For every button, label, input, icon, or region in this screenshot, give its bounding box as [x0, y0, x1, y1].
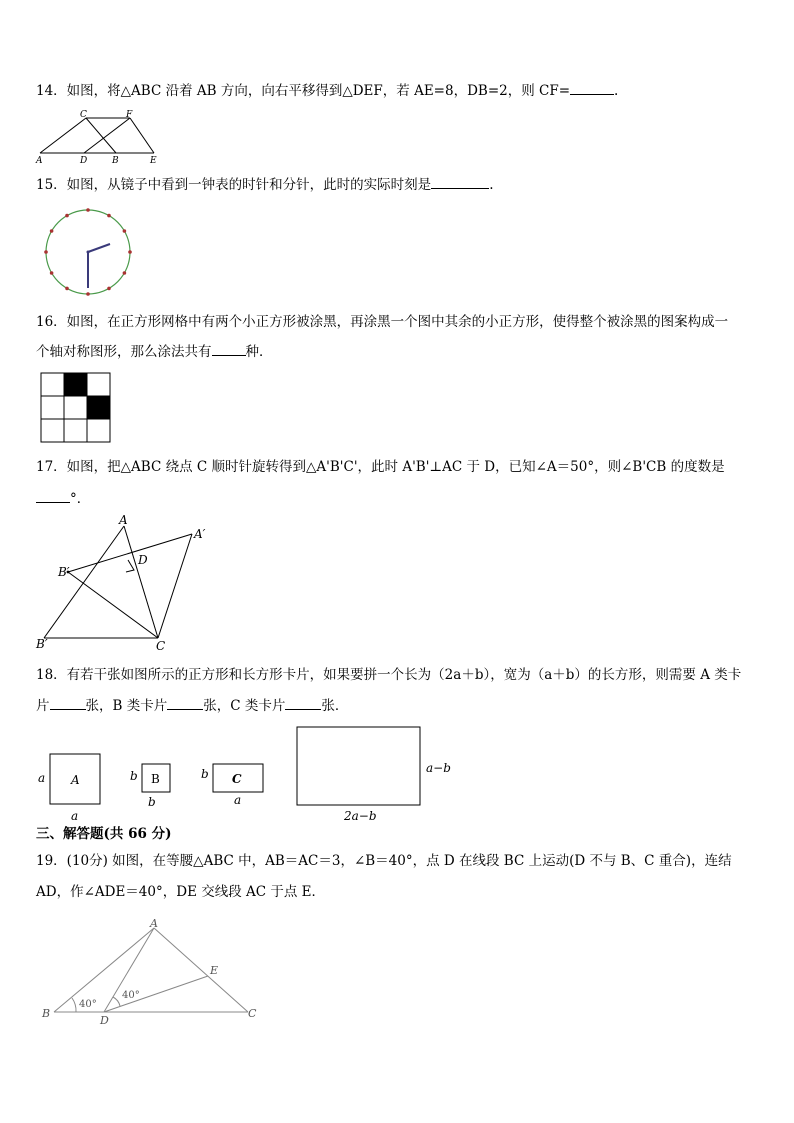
- q14-label-a: A: [36, 156, 43, 166]
- card-a-side: a: [38, 771, 46, 785]
- q14-answer-blank[interactable]: [570, 82, 614, 95]
- q15-end: .: [489, 177, 494, 193]
- q14-label-b: B: [112, 156, 119, 166]
- q19-triangle-figure: [36, 918, 266, 1026]
- grid-cell-empty: [41, 419, 64, 442]
- q18-line1: 18．有若干张如图所示的正方形和长方形卡片，如果要拼一个长为（2a＋b），宽为（a＋b）的长方形，则需要 A 类卡: [36, 667, 742, 683]
- q19-label-c: C: [248, 1007, 257, 1020]
- q17-line2: °．: [70, 491, 91, 507]
- q19-angle-d: 40°: [122, 990, 140, 1001]
- q17-rotation-figure: [34, 512, 224, 652]
- q19-angle-b: 40°: [79, 999, 97, 1010]
- grid-cell-empty: [87, 373, 110, 396]
- q17-line1: 17．如图，把△ABC 绕点 C 顺时针旋转得到△A'B'C'，此时 A'B'⊥AC 于 D，已知∠A＝50°，则∠B'CB 的度数是: [36, 459, 725, 475]
- q14-translation-figure: [34, 108, 164, 166]
- q15-answer-blank[interactable]: [431, 176, 489, 189]
- card-c-bottom: a: [234, 793, 242, 807]
- section-title: 三、解答题(共 66 分): [36, 826, 172, 842]
- q14-end: .: [614, 83, 619, 99]
- card-c-label: C: [232, 772, 242, 786]
- q16-line2b: 种．: [245, 344, 273, 360]
- grid-cell-empty: [87, 419, 110, 442]
- grid-cell-filled: [87, 396, 110, 419]
- q17-label-a-prime: A′: [194, 527, 206, 541]
- q15-text-line: [36, 176, 493, 194]
- q18-line2c: 张，C 类卡片: [203, 698, 286, 714]
- q18-line2d: 张．: [321, 698, 349, 714]
- q14-label-f: F: [126, 110, 133, 120]
- grid-cell-filled: [64, 373, 87, 396]
- q15-mirror-clock: [42, 206, 138, 298]
- q19-label-b: B: [42, 1007, 51, 1020]
- q14-label-c: C: [80, 110, 87, 120]
- q18-line2: [36, 697, 348, 715]
- card-a-label: A: [71, 773, 80, 787]
- q18-blank-a[interactable]: [50, 697, 86, 710]
- q18-line2a: 片: [36, 698, 50, 714]
- card-b-bottom: b: [148, 795, 156, 809]
- card-b-side: b: [130, 769, 138, 783]
- grid-cell-empty: [64, 396, 87, 419]
- big-rect-side: a−b: [426, 761, 451, 775]
- q17-label-a: A: [119, 513, 128, 527]
- q16-line2: [36, 343, 273, 361]
- q19-line1: 19．(10分) 如图，在等腰△ABC 中，AB＝AC＝3，∠B＝40°，点 D 在线段 BC 上运动(D 不与 B、C 重合)，连结: [36, 853, 732, 869]
- q14-label-d: D: [80, 156, 88, 166]
- q14-label-e: E: [150, 156, 157, 166]
- card-a-bottom: a: [71, 809, 79, 823]
- big-rect-bottom: 2a−b: [344, 809, 377, 823]
- q16-line1: 16．如图，在正方形网格中有两个小正方形被涂黑，再涂黑一个图中其余的小正方形，使得整个被涂黑的图案构成一: [36, 314, 729, 330]
- q17-line2: [36, 490, 90, 508]
- q17-label-b-prime: B′: [58, 565, 70, 579]
- q19-label-d: D: [100, 1014, 109, 1026]
- q14-text-line: [36, 82, 618, 100]
- q19-label-a: A: [150, 918, 158, 930]
- q18-blank-c[interactable]: [285, 697, 321, 710]
- q19-label-e: E: [210, 964, 219, 977]
- grid-cell-empty: [64, 419, 87, 442]
- q17-label-b: B′: [36, 637, 48, 651]
- q16-answer-blank[interactable]: [212, 343, 246, 356]
- q17-label-d: D: [138, 553, 148, 567]
- q16-square-grid: [40, 372, 112, 444]
- q15-question: 15．如图，从镜子中看到一钟表的时针和分针，此时的实际时刻是: [36, 177, 432, 193]
- q19-line2: AD，作∠ADE＝40°，DE 交线段 AC 于点 E．: [36, 884, 326, 900]
- grid-cell-empty: [41, 373, 64, 396]
- clock-hour-hand: [88, 244, 110, 252]
- q16-line2a: 个轴对称图形，那么涂法共有: [36, 344, 212, 360]
- q17-answer-blank[interactable]: [36, 490, 70, 503]
- q14-question: 14．如图，将△ABC 沿着 AB 方向，向右平移得到△DEF，若 AE=8，DB=2，则 CF=: [36, 83, 571, 99]
- card-c-side: b: [201, 767, 209, 781]
- q18-line2b: 张，B 类卡片: [85, 698, 168, 714]
- card-b-label: B: [151, 772, 160, 786]
- q18-cards-figure: [34, 722, 464, 824]
- q18-blank-b[interactable]: [167, 697, 203, 710]
- q17-label-c: C: [156, 639, 166, 652]
- big-rectangle: [297, 727, 420, 805]
- grid-cell-empty: [41, 396, 64, 419]
